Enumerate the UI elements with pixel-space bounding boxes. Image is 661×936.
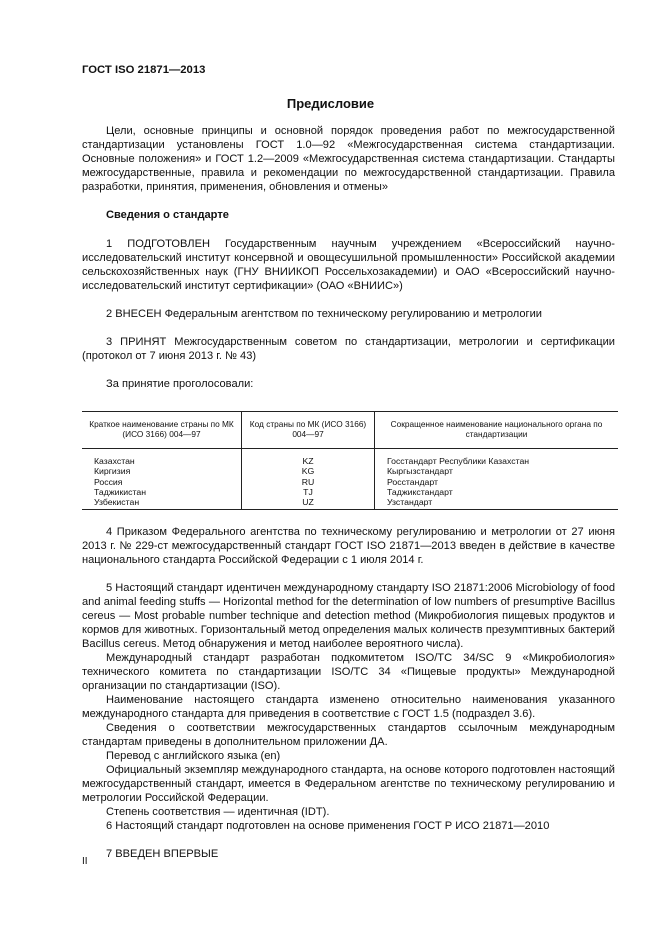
item-5-official-copy: Официальный экземпляр международного стандарта, на основе которого подготовлен настоящий межгосударственный стандарт, имеется в Федеральном агентстве по техническому регулированию и метрологии Российской Федерации. bbox=[82, 763, 615, 804]
document-body bbox=[82, 124, 615, 861]
item-1-prepared: 1 ПОДГОТОВЛЕН Государственным научным учреждением «Всероссийский научно-исследовательский институт консервной и овощесушильной промышленности» Российской академии сельскохозяйственных наук (ГНУ ВНИИКОП Россельхозакадемии) и ОАО «Всероссийский научно-исследовательский институт сертификации» (ОАО «ВНИИС») bbox=[82, 238, 615, 292]
country-code: KG bbox=[242, 466, 375, 476]
header-standards-body: Сокращенное наименование национального органа по стандартизации bbox=[375, 412, 619, 449]
country-code: UZ bbox=[242, 497, 375, 509]
standards-body: Росстандарт bbox=[375, 477, 619, 487]
countries-table bbox=[82, 411, 618, 510]
document-header: ГОСТ ISO 21871—2013 bbox=[82, 64, 206, 76]
item-5-references: Сведения о соответствии межгосударственных стандартов ссылочным международным стандартам приведены в дополнительном приложении ДА. bbox=[82, 721, 615, 748]
table-row bbox=[82, 466, 618, 476]
item-5-name-change: Наименование настоящего стандарта изменено относительно наименования указанного международного стандарта для приведения в соответствие с ГОСТ 1.5 (подраздел 3.6). bbox=[82, 693, 615, 720]
table-row bbox=[82, 487, 618, 497]
table-header-row bbox=[82, 412, 618, 449]
country-name: Россия bbox=[94, 476, 123, 487]
page-title: Предисловие bbox=[286, 96, 375, 111]
voted-label: За принятие проголосовали: bbox=[106, 378, 254, 390]
header-country-code: Код страны по МК (ИСО 3166) 004—97 bbox=[242, 412, 375, 449]
country-name: Таджикистан bbox=[94, 487, 146, 498]
standards-body: Узстандарт bbox=[375, 497, 619, 509]
item-7-first-introduced: 7 ВВЕДЕН ВПЕРВЫЕ bbox=[106, 847, 219, 860]
country-code: KZ bbox=[242, 448, 375, 466]
standards-body: Таджикстандарт bbox=[375, 487, 619, 497]
table-row bbox=[82, 477, 618, 487]
country-code: TJ bbox=[242, 487, 375, 497]
country-name: Узбекистан bbox=[82, 497, 242, 509]
item-5-translation: Перевод с английского языка (en) bbox=[106, 749, 281, 762]
item-6-based-on: 6 Настоящий стандарт подготовлен на основе применения ГОСТ Р ИСО 21871—2010 bbox=[106, 819, 550, 832]
item-2-introduced: 2 ВНЕСЕН Федеральным агентством по техническому регулированию и метрологии bbox=[106, 308, 542, 320]
country-name: Казахстан bbox=[94, 455, 135, 466]
item-5-degree: Степень соответствия — идентичная (IDT). bbox=[106, 805, 330, 818]
country-name: Киргизия bbox=[94, 466, 131, 477]
item-5-identical: 5 Настоящий стандарт идентичен международному стандарту ISO 21871:2006 Microbiology of food and animal feeding stuffs — Horizontal method for the determination of low numbers of presumptive Bacillus cereus — Most probable number technique and detection method (Микробиология пищевых продуктов и кормов для животных. Горизонтальный метод определения малых количеств презумптивных бактерий Bacillus cereus. Метод обнаружения и метод наиболее вероятного числа). bbox=[82, 581, 615, 650]
country-code: RU bbox=[242, 477, 375, 487]
table-row bbox=[82, 497, 618, 509]
standards-body: Кыргызстандарт bbox=[375, 466, 619, 476]
header-country-name: Краткое наименование страны по МК (ИСО 3166) 004—97 bbox=[82, 412, 242, 449]
item-5-developer: Международный стандарт разработан подкомитетом ISO/TC 34/SC 9 «Микробиология» технического комитета по стандартизации ISO/TC 34 «Пищевые продукты» Международной организации по стандартизации (ISO). bbox=[82, 651, 615, 692]
standards-body: Госстандарт Республики Казахстан bbox=[375, 448, 619, 466]
intro-paragraph: Цели, основные принципы и основной порядок проведения работ по межгосударственной стандартизации установлены ГОСТ 1.0—92 «Межгосударственная система стандартизации. Основные положения» и ГОСТ 1.2—2009 «Межгосударственная система стандартизации. Стандарты межгосударственные, правила и рекомендации по межгосударственной стандартизации. Правила разработки, принятия, применения, обновления и отмены» bbox=[82, 125, 615, 193]
item-4-order: 4 Приказом Федерального агентства по техническому регулированию и метрологии от 27 июня 2013 г. № 229-ст межгосударственный стандарт ГОСТ ISO 21871—2013 введен в действие в качестве национального стандарта Российской Федерации с 1 июля 2014 г. bbox=[82, 525, 615, 566]
table-row bbox=[82, 448, 618, 466]
section-heading: Сведения о стандарте bbox=[106, 209, 229, 221]
item-3-adopted: 3 ПРИНЯТ Межгосударственным советом по стандартизации, метрологии и сертификации (протокол от 7 июня 2013 г. № 43) bbox=[82, 336, 615, 362]
page-number: II bbox=[82, 856, 88, 867]
